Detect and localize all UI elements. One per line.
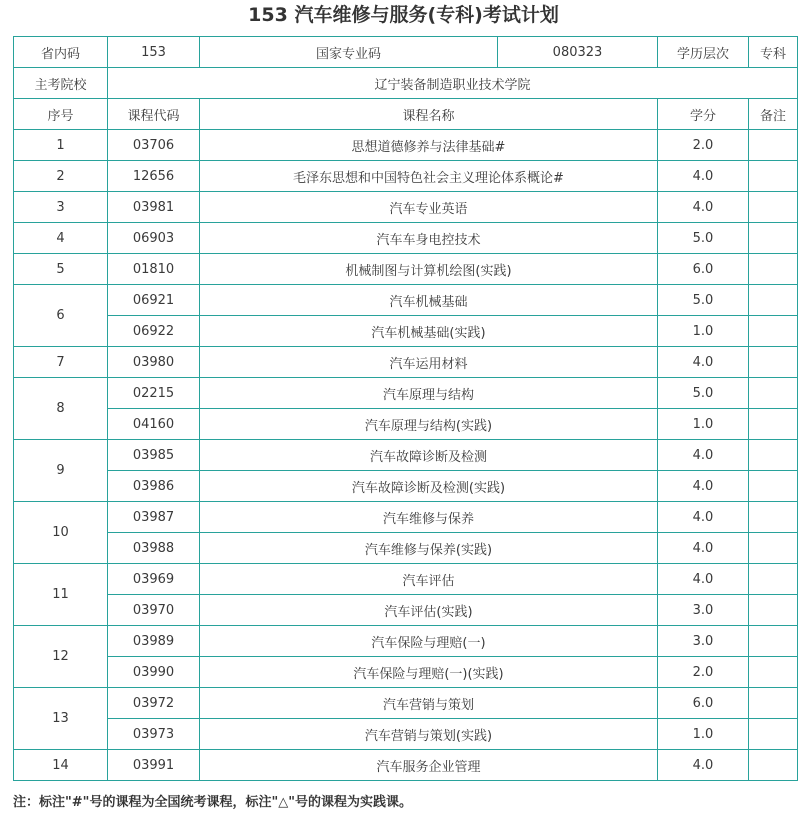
course-seq: 12	[14, 626, 108, 688]
page-title: 153 汽车维修与服务(专科)考试计划	[248, 4, 559, 26]
course-code: 03980	[108, 347, 200, 378]
table-row	[14, 378, 798, 409]
course-credit: 4.0	[658, 502, 749, 533]
course-remark	[749, 347, 798, 378]
course-name: 汽车机械基础	[200, 285, 658, 316]
footnote: 注：标注"#"号的课程为全国统考课程，标注"△"号的课程为实践课。	[13, 795, 412, 810]
course-seq: 7	[14, 347, 108, 378]
course-name: 汽车原理与结构	[200, 378, 658, 409]
course-credit: 5.0	[658, 223, 749, 254]
course-remark	[749, 626, 798, 657]
course-credit: 4.0	[658, 440, 749, 471]
course-seq: 8	[14, 378, 108, 440]
course-code: 06922	[108, 316, 200, 347]
course-code: 03706	[108, 130, 200, 161]
course-name: 汽车维修与保养(实践)	[200, 533, 658, 564]
exam-plan-table	[13, 36, 798, 781]
course-name: 思想道德修养与法律基础#	[200, 130, 658, 161]
course-code: 03969	[108, 564, 200, 595]
course-seq: 4	[14, 223, 108, 254]
course-name: 汽车故障诊断及检测	[200, 440, 658, 471]
course-credit: 4.0	[658, 192, 749, 223]
course-code: 03988	[108, 533, 200, 564]
table-row	[14, 502, 798, 533]
table-row	[14, 347, 798, 378]
province-code-value: 153	[108, 37, 200, 68]
table-row	[14, 223, 798, 254]
course-seq: 5	[14, 254, 108, 285]
table-row	[14, 409, 798, 440]
table-row	[14, 316, 798, 347]
course-remark	[749, 409, 798, 440]
course-seq: 1	[14, 130, 108, 161]
course-credit: 1.0	[658, 316, 749, 347]
course-name: 汽车营销与策划	[200, 688, 658, 719]
course-name: 汽车营销与策划(实践)	[200, 719, 658, 750]
course-code: 06921	[108, 285, 200, 316]
table-row	[14, 626, 798, 657]
course-seq: 11	[14, 564, 108, 626]
course-remark	[749, 130, 798, 161]
school-label: 主考院校	[14, 68, 108, 99]
course-name: 汽车专业英语	[200, 192, 658, 223]
table-row	[14, 564, 798, 595]
course-name: 汽车运用材料	[200, 347, 658, 378]
school-row	[14, 68, 798, 99]
course-name: 汽车故障诊断及检测(实践)	[200, 471, 658, 502]
table-row	[14, 719, 798, 750]
course-credit: 4.0	[658, 161, 749, 192]
course-remark	[749, 533, 798, 564]
course-credit: 3.0	[658, 626, 749, 657]
course-remark	[749, 750, 798, 781]
course-remark	[749, 316, 798, 347]
course-code: 04160	[108, 409, 200, 440]
course-name: 汽车保险与理赔(一)	[200, 626, 658, 657]
course-seq: 9	[14, 440, 108, 502]
course-seq: 10	[14, 502, 108, 564]
course-name: 汽车原理与结构(实践)	[200, 409, 658, 440]
table-row	[14, 471, 798, 502]
course-remark	[749, 471, 798, 502]
course-code: 03970	[108, 595, 200, 626]
course-name: 汽车机械基础(实践)	[200, 316, 658, 347]
course-code: 03985	[108, 440, 200, 471]
course-code: 12656	[108, 161, 200, 192]
course-credit: 4.0	[658, 347, 749, 378]
course-remark	[749, 254, 798, 285]
course-credit: 3.0	[658, 595, 749, 626]
course-credit: 5.0	[658, 378, 749, 409]
course-remark	[749, 719, 798, 750]
course-code: 01810	[108, 254, 200, 285]
table-row	[14, 254, 798, 285]
course-name: 机械制图与计算机绘图(实践)	[200, 254, 658, 285]
course-remark	[749, 657, 798, 688]
course-remark	[749, 502, 798, 533]
course-remark	[749, 161, 798, 192]
course-code: 03989	[108, 626, 200, 657]
course-credit: 4.0	[658, 564, 749, 595]
header-row	[14, 99, 798, 130]
course-code: 03986	[108, 471, 200, 502]
info-row	[14, 37, 798, 68]
header-seq: 序号	[14, 99, 108, 130]
course-credit: 1.0	[658, 409, 749, 440]
course-remark	[749, 378, 798, 409]
header-code: 课程代码	[108, 99, 200, 130]
course-code: 03991	[108, 750, 200, 781]
course-credit: 6.0	[658, 688, 749, 719]
course-code: 03987	[108, 502, 200, 533]
table-row	[14, 688, 798, 719]
course-name: 汽车维修与保养	[200, 502, 658, 533]
table-row	[14, 161, 798, 192]
course-credit: 5.0	[658, 285, 749, 316]
course-credit: 2.0	[658, 657, 749, 688]
level-value: 专科	[749, 37, 798, 68]
course-remark	[749, 285, 798, 316]
course-seq: 3	[14, 192, 108, 223]
course-name: 汽车评估(实践)	[200, 595, 658, 626]
course-remark	[749, 440, 798, 471]
course-code: 03990	[108, 657, 200, 688]
school-value: 辽宁装备制造职业技术学院	[108, 68, 798, 99]
course-code: 03981	[108, 192, 200, 223]
course-name: 汽车评估	[200, 564, 658, 595]
national-code-value: 080323	[498, 37, 658, 68]
course-credit: 1.0	[658, 719, 749, 750]
course-remark	[749, 564, 798, 595]
table-row	[14, 750, 798, 781]
course-credit: 4.0	[658, 471, 749, 502]
header-name: 课程名称	[200, 99, 658, 130]
course-name: 毛泽东思想和中国特色社会主义理论体系概论#	[200, 161, 658, 192]
course-seq: 6	[14, 285, 108, 347]
course-remark	[749, 192, 798, 223]
table-row	[14, 657, 798, 688]
course-code: 02215	[108, 378, 200, 409]
header-credit: 学分	[658, 99, 749, 130]
table-row	[14, 192, 798, 223]
course-credit: 4.0	[658, 750, 749, 781]
course-code: 03973	[108, 719, 200, 750]
table-row	[14, 595, 798, 626]
course-name: 汽车车身电控技术	[200, 223, 658, 254]
course-name: 汽车服务企业管理	[200, 750, 658, 781]
course-credit: 2.0	[658, 130, 749, 161]
national-code-label: 国家专业码	[200, 37, 498, 68]
course-seq: 13	[14, 688, 108, 750]
course-credit: 6.0	[658, 254, 749, 285]
table-row	[14, 130, 798, 161]
level-label: 学历层次	[658, 37, 749, 68]
course-remark	[749, 223, 798, 254]
course-remark	[749, 595, 798, 626]
header-remark: 备注	[749, 99, 798, 130]
course-credit: 4.0	[658, 533, 749, 564]
table-row	[14, 440, 798, 471]
course-name: 汽车保险与理赔(一)(实践)	[200, 657, 658, 688]
table-row	[14, 285, 798, 316]
course-seq: 2	[14, 161, 108, 192]
course-remark	[749, 688, 798, 719]
course-code: 03972	[108, 688, 200, 719]
table-row	[14, 533, 798, 564]
province-code-label: 省内码	[14, 37, 108, 68]
course-code: 06903	[108, 223, 200, 254]
course-seq: 14	[14, 750, 108, 781]
